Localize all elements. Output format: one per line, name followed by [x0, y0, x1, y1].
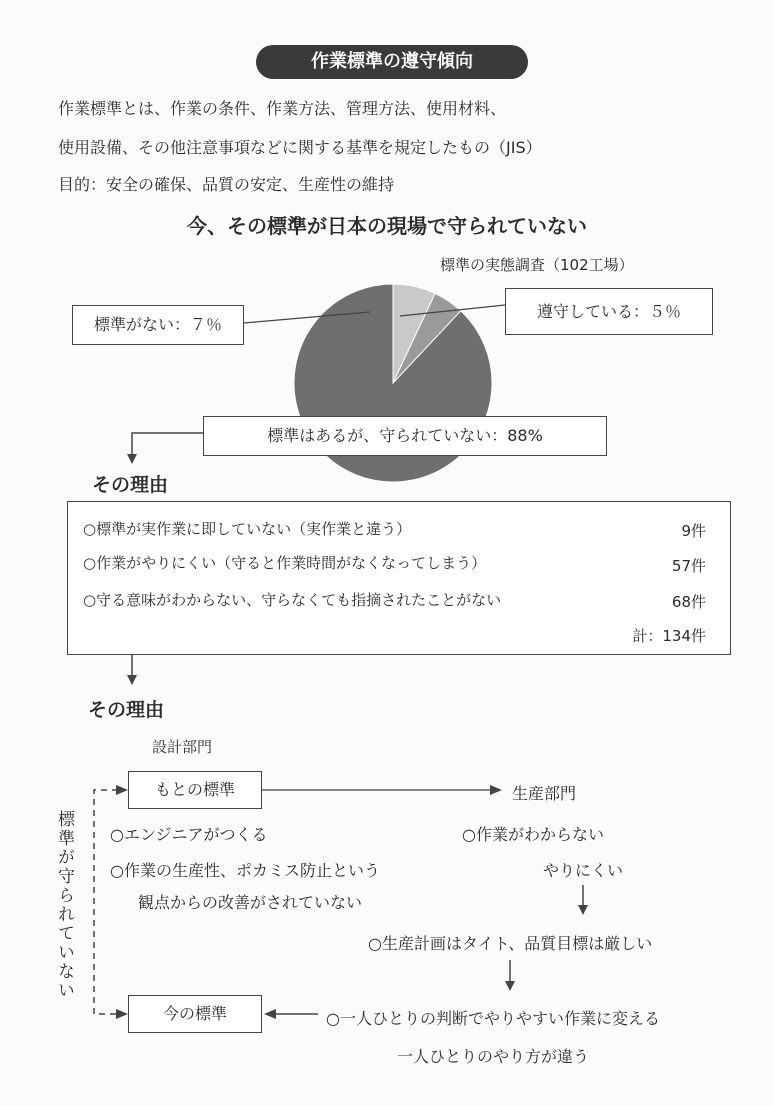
reason-item: ○作業がやりにくい（守ると作業時間がなくなってしまう） — [83, 554, 487, 572]
individual-change-text: ○一人ひとりの判断でやりやすい作業に変える — [326, 1009, 660, 1028]
not-followed-label: 標準はあるが、守られていない：88% — [203, 416, 607, 456]
reasons-total: 計：134件 — [632, 627, 706, 645]
original-standard-box: もとの標準 — [128, 771, 262, 809]
page-title: 作業標準の遵守傾向 — [256, 45, 528, 79]
design-dept-label: 設計部門 — [152, 738, 213, 756]
tight-schedule-text: ○生産計画はタイト、品質目標は厳しい — [368, 934, 653, 953]
survey-label: 標準の実態調査（102工場） — [440, 256, 634, 274]
headline: 今、その標準が日本の現場で守られていない — [187, 214, 587, 238]
no-standard-label: 標準がない：７％ — [72, 305, 244, 345]
productivity-text-1: ○作業の生産性、ポカミス防止という — [110, 861, 380, 880]
not-followed-vertical-text: 標準が守られていない — [54, 810, 74, 1000]
productivity-text-2: 観点からの改善がされていない — [138, 893, 363, 912]
reason-title-1: その理由 — [92, 474, 169, 496]
production-dept-label: 生産部門 — [512, 784, 577, 803]
reason-item: ○標準が実作業に即していない（実作業と違う） — [83, 520, 412, 538]
reason-title-2: その理由 — [88, 699, 165, 721]
definition-line-1: 作業標準とは、作業の条件、作業方法、管理方法、使用材料、 — [58, 99, 507, 118]
hard-to-do-text: やりにくい — [543, 861, 624, 880]
unclear-work-text: ○作業がわからない — [462, 825, 604, 844]
compliant-label: 遵守している：５％ — [505, 288, 713, 335]
reason-count: 9件 — [681, 522, 706, 540]
reason-item: ○守る意味がわからない、守らなくても指摘されたことがない — [83, 591, 502, 609]
individual-diff-text: 一人ひとりのやり方が違う — [397, 1047, 590, 1066]
reason-count: 68件 — [671, 593, 706, 611]
reason-count: 57件 — [671, 557, 706, 575]
purpose-text: 目的：安全の確保、品質の安定、生産性の維持 — [58, 175, 395, 194]
definition-line-2: 使用設備、その他注意事項などに関する基準を規定したもの（JIS） — [58, 138, 542, 157]
engineer-text: ○エンジニアがつくる — [110, 825, 268, 844]
current-standard-box: 今の標準 — [128, 995, 262, 1033]
